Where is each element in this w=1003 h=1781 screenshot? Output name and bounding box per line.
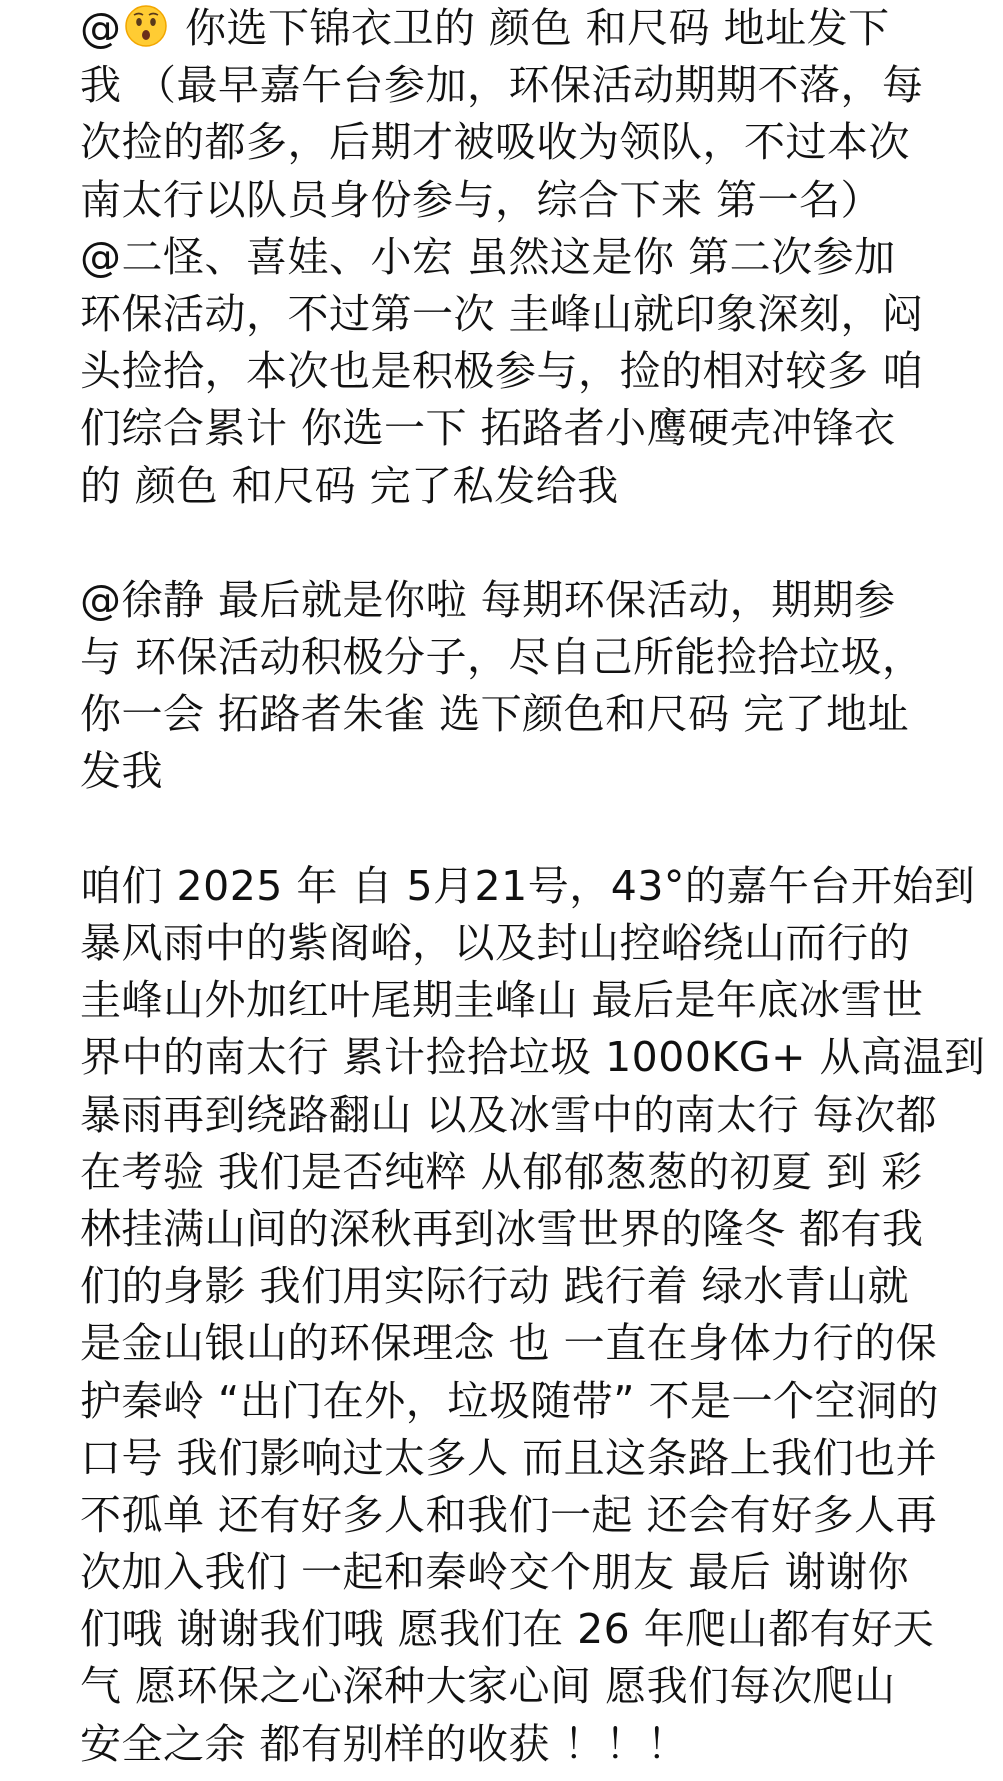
paragraph-spacer: [80, 801, 980, 858]
text-line: 发我: [80, 747, 163, 796]
hushed-face-emoji-icon: [124, 4, 168, 48]
text-line: 我 （最早嘉午台参加，环保活动期期不落，每: [80, 61, 924, 110]
text-line: 不孤单 还有好多人和我们一起 还会有好多人再: [80, 1490, 938, 1539]
text-line: 圭峰山外加红叶尾期圭峰山 最后是年底冰雪世: [80, 976, 924, 1025]
text-line: 是金山银山的环保理念 也 一直在身体力行的保: [80, 1319, 938, 1368]
text-line: 次捡的都多，后期才被吸收为领队，不过本次: [80, 118, 910, 167]
text-line: 与 环保活动积极分子，尽自己所能捡拾垃圾，: [80, 633, 924, 682]
text-line: 护秦岭 “出门在外，垃圾随带” 不是一个空洞的: [80, 1376, 940, 1425]
text-line: 暴雨再到绕路翻山 以及冰雪中的南太行 每次都: [80, 1090, 938, 1139]
text-line: 暴风雨中的紫阁峪，以及封山控峪绕山而行的: [80, 919, 910, 967]
mention-prefix[interactable]: @: [80, 4, 122, 52]
text-line: 气 愿环保之心深种大家心间 愿我们每次爬山: [80, 1662, 896, 1711]
text-line: 们综合累计 你选一下 拓路者小鹰硬壳冲锋衣: [80, 404, 896, 453]
text-line: 安全之余 都有别样的收获 ！！！: [80, 1719, 689, 1768]
text-line: [80, 0, 980, 57]
text-line: 头捡拾，本次也是积极参与，捡的相对较多 咱: [80, 347, 924, 396]
text-line: 在考验 我们是否纯粹 从郁郁葱葱的初夏 到 彩: [80, 1147, 923, 1196]
text-line: @徐静 最后就是你啦 每期环保活动，期期参: [80, 575, 896, 624]
paragraph-awards-1: [80, 0, 980, 515]
text-line: 们哦 谢谢我们哦 愿我们在 26 年爬山都有好天: [80, 1605, 935, 1654]
text-line: 南太行以队员身份参与，综合下来 第一名）: [80, 175, 883, 224]
paragraph-spacer: [80, 515, 980, 572]
text-line: 环保活动，不过第一次 圭峰山就印象深刻，闷: [80, 289, 924, 338]
paragraph-summary: [80, 858, 986, 1773]
text-line: 口号 我们影响过太多人 而且这条路上我们也并: [80, 1433, 938, 1482]
text-segment: 你选下锦衣卫的 颜色 和尺码 地址发下: [171, 4, 890, 52]
paragraph-awards-2: [80, 572, 980, 801]
text-line: 界中的南太行 累计捡拾垃圾 1000KG+ 从高温到: [80, 1033, 986, 1082]
text-line: 你一会 拓路者朱雀 选下颜色和尺码 完了地址: [80, 690, 910, 739]
text-line: 们的身影 我们用实际行动 践行着 绿水青山就: [80, 1262, 910, 1311]
text-line: @二怪、喜娃、小宏 虽然这是你 第二次参加: [80, 232, 896, 281]
text-line: 的 颜色 和尺码 完了私发给我: [80, 461, 619, 510]
post-body: [80, 0, 986, 1773]
text-line: 咱们 2025 年 自 5月21号，43°的嘉午台开始到: [80, 861, 976, 910]
text-line: 次加入我们 一起和秦岭交个朋友 最后 谢谢你: [80, 1548, 910, 1597]
text-line: 林挂满山间的深秋再到冰雪世界的隆冬 都有我: [80, 1204, 924, 1253]
